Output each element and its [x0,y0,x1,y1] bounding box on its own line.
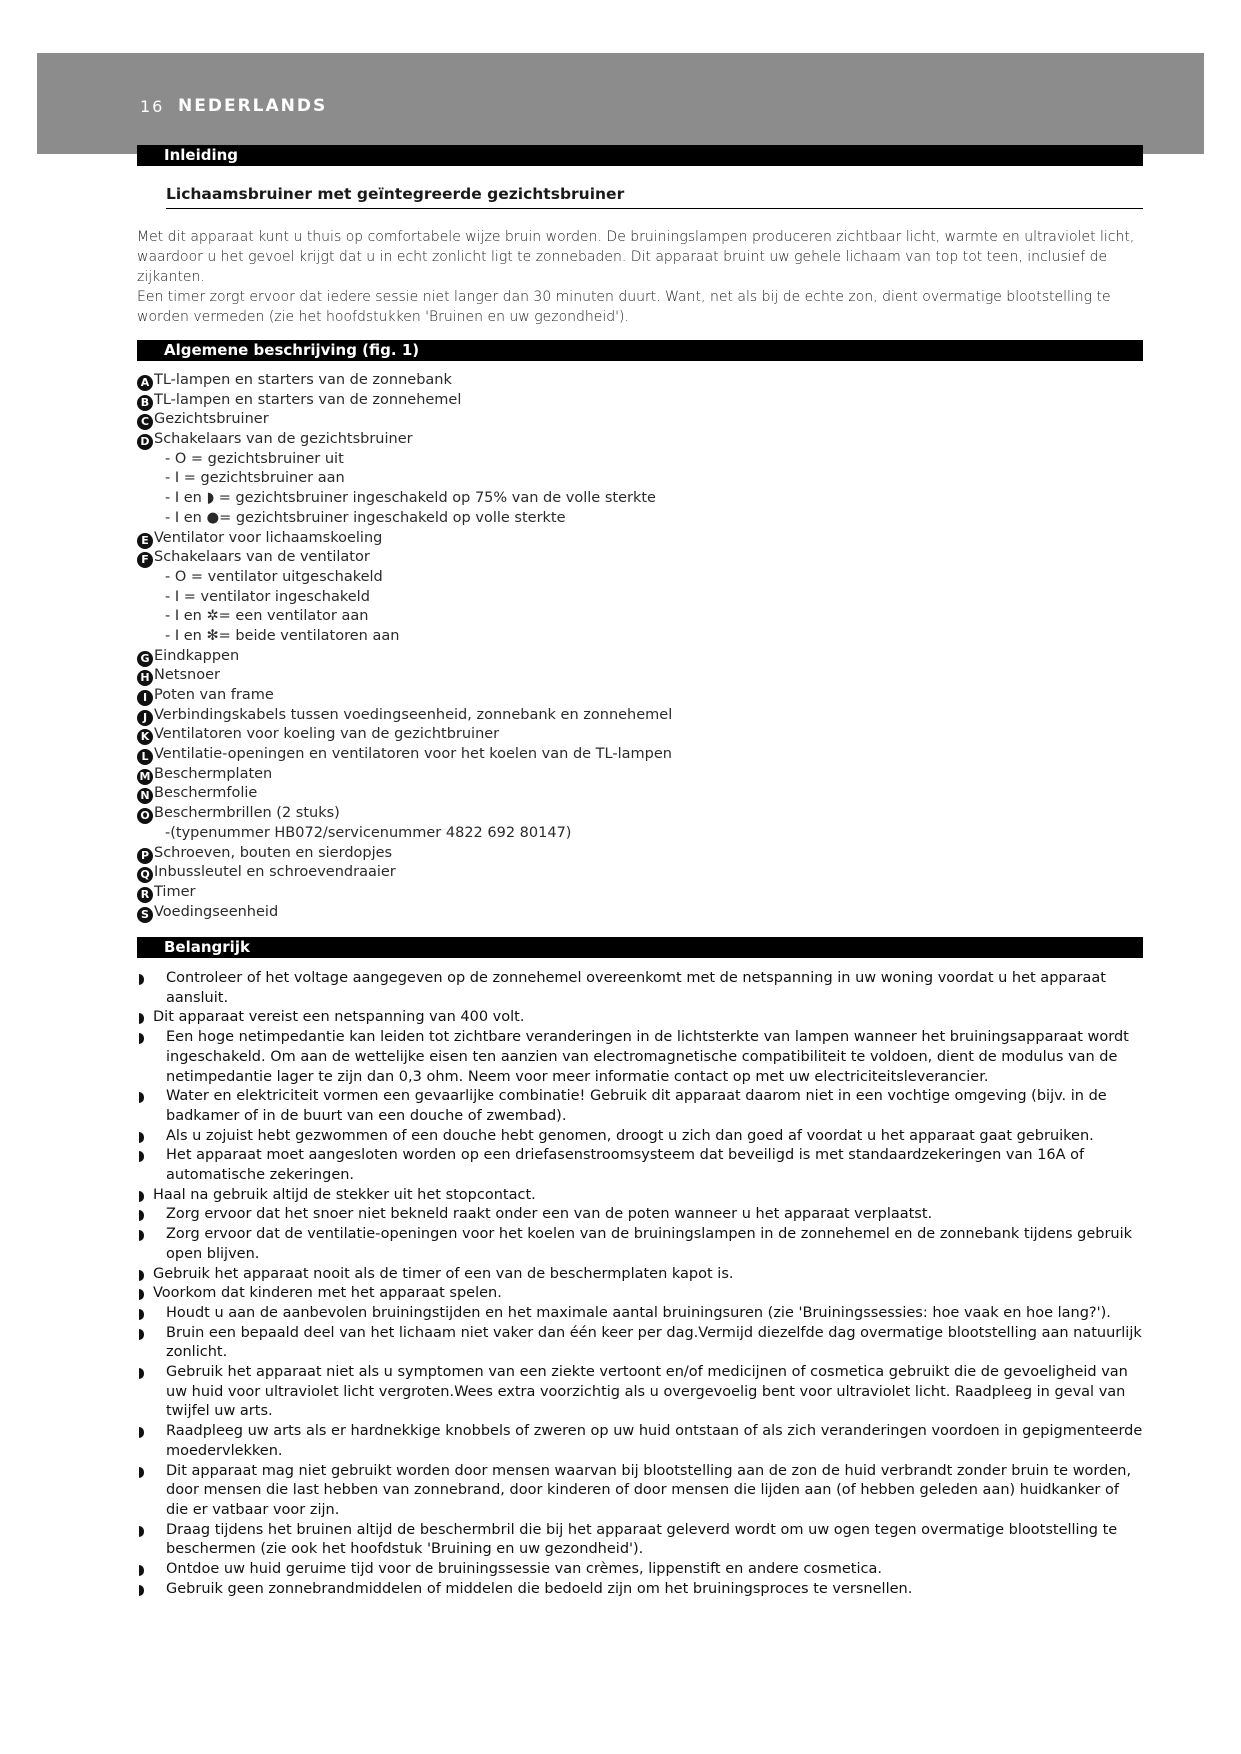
part-letter-badge: S [137,907,153,923]
part-letter-badge: H [137,670,153,686]
part-letter-badge: L [137,749,153,765]
part-label: Ventilatie-openingen en ventilatoren voor het koelen van de TL-lampen [154,746,672,763]
part-item [137,804,1137,824]
warning-item: Bruin een bepaald deel van het lichaam niet vaker dan één keer per dag.Vermijd diezelfde dag overmatige blootstelling aan natuurlijk zonlicht. [137,1324,1143,1363]
part-letter-badge: F [137,552,153,568]
section-heading-intro: Inleiding [137,145,1143,166]
warning-item: Houdt u aan de aanbevolen bruiningstijden en het maximale aantal bruiningsuren (zie 'Bruiningssessies: hoe vaak en hoe lang?'). [137,1304,1143,1324]
intro-text [137,227,1137,327]
part-subitem [137,509,1137,529]
part-subitem [137,489,1137,509]
part-subitem [137,588,1137,608]
part-subitem [137,450,1137,470]
part-letter-badge: D [137,434,153,450]
part-item [137,647,1137,667]
part-letter-badge: J [137,710,153,726]
part-item [137,371,1137,391]
part-letter-badge: N [137,788,153,804]
part-item [137,784,1137,804]
part-label: - O = gezichtsbruiner uit [165,450,344,467]
product-subtitle: Lichaamsbruiner met geïntegreerde gezichtsbruiner [166,185,625,203]
part-label: Eindkappen [154,647,240,664]
warning-item: Voorkom dat kinderen met het apparaat spelen. [137,1284,1143,1304]
part-item [137,686,1137,706]
warning-item: Een hoge netimpedantie kan leiden tot zichtbare veranderingen in de lichtsterkte van lampen wanneer het bruiningsapparaat wordt ingeschakeld. Om aan de wettelijke eisen ten aanzien van electromagnetische compatibiliteit te voldoen, dient de modulus van de netimpedantie lager te zijn dan 0,3 ohm. Neem voor meer informatie contact op met uw electriciteitsleverancier. [137,1028,1143,1087]
warning-item: Haal na gebruik altijd de stekker uit het stopcontact. [137,1186,1143,1206]
part-label: Schakelaars van de gezichtsbruiner [154,431,413,448]
part-label: Beschermfolie [154,785,258,802]
part-label: Verbindingskabels tussen voedingseenheid, zonnebank en zonnehemel [154,706,673,723]
part-label: Ventilator voor lichaamskoeling [154,529,383,546]
warning-item: Dit apparaat mag niet gebruikt worden door mensen waarvan bij blootstelling aan de zon de huid verbrandt zonder bruin te worden, door mensen die last hebben van zonnebrand, door kinderen of door mensen die lijden aan (of hebben geleden aan) huidkanker of die er vatbaar voor zijn. [137,1462,1143,1521]
important-list [137,969,1143,1600]
warning-item: Gebruik het apparaat niet als u symptomen van een ziekte vertoont en/of medicijnen of cosmetica gebruikt die de gevoeligheid van uw huid voor ultraviolet licht vergroten.Wees extra voorzichtig als u overgevoelig bent voor ultraviolet licht. Raadpleeg in geval van twijfel uw arts. [137,1363,1143,1422]
part-label: Voedingseenheid [154,903,279,920]
part-letter-badge: A [137,375,153,391]
part-label: Timer [154,883,196,900]
part-item [137,391,1137,411]
part-item [137,706,1137,726]
part-item [137,548,1137,568]
part-label: Poten van frame [154,687,274,703]
part-label: - I en ●= gezichtsbruiner ingeschakeld op volle sterkte [165,509,566,526]
part-letter-badge: B [137,395,153,411]
part-letter-badge: Q [137,867,153,883]
warning-item: Controleer of het voltage aangegeven op de zonnehemel overeenkomt met de netspanning in uw woning voordat u het apparaat aansluit. [137,969,1143,1008]
intro-paragraph: Met dit apparaat kunt u thuis op comfortabele wijze bruin worden. De bruiningslampen produceren zichtbaar licht, warmte en ultraviolet licht, waardoor u het gevoel krijgt dat u in echt zonlicht ligt te zonnebaden. Dit apparaat bruint uw gehele lichaam van top tot teen, inclusief de zijkanten. [137,229,1135,285]
part-letter-badge: G [137,651,153,667]
warning-item: Zorg ervoor dat de ventilatie-openingen voor het koelen van de bruiningslampen in de zonnehemel en de zonnebank tijdens gebruik open blijven. [137,1225,1143,1264]
part-label: - O = ventilator uitgeschakeld [165,568,383,585]
intro-paragraph: Een timer zorgt ervoor dat iedere sessie niet langer dan 30 minuten duurt. Want, net als bij de echte zon, dient overmatige blootstelling te worden vermeden (zie het hoofdstukken 'Bruinen en uw gezondheid'). [137,289,1111,325]
part-letter-badge: P [137,848,153,864]
part-item [137,745,1137,765]
language-title: NEDERLANDS [178,96,328,116]
warning-item: Raadpleeg uw arts als er hardnekkige knobbels of zweren op uw huid ontstaan of als zich veranderingen voordoen in gepigmenteerde moedervlekken. [137,1422,1143,1461]
part-item [137,725,1137,745]
warning-item: Dit apparaat vereist een netspanning van 400 volt. [137,1008,1143,1028]
part-subitem [137,607,1137,627]
subtitle-rule [166,208,1143,209]
part-label: -(typenummer HB072/servicenummer 4822 692 80147) [165,824,572,841]
part-item [137,666,1137,686]
part-item [137,430,1137,450]
part-letter-badge: K [137,729,153,745]
part-label: TL-lampen en starters van de zonnebank [154,372,452,388]
part-label: Ventilatoren voor koeling van de gezichtbruiner [154,726,500,743]
part-label: - I en ✻= beide ventilatoren aan [165,627,400,644]
part-subitem [137,824,1137,844]
part-item [137,903,1137,923]
part-letter-badge: C [137,414,153,430]
part-item [137,529,1137,549]
warning-item: Gebruik het apparaat nooit als de timer of een van de beschermplaten kapot is. [137,1265,1143,1285]
warning-item: Draag tijdens het bruinen altijd de beschermbril die bij het apparaat geleverd wordt om uw ogen tegen overmatige blootstelling te beschermen (zie ook het hoofdstuk 'Bruining en uw gezondheid'). [137,1521,1143,1560]
part-label: Gezichtsbruiner [154,411,269,428]
part-item [137,863,1137,883]
part-label: - I en ◗ = gezichtsbruiner ingeschakeld op 75% van de volle sterkte [165,490,656,507]
part-label: - I = gezichtsbruiner aan [165,470,345,487]
warning-item: Als u zojuist hebt gezwommen of een douche hebt genomen, droogt u zich dan goed af voordat u het apparaat gaat gebruiken. [137,1127,1143,1147]
part-item [137,410,1137,430]
section-heading-description: Algemene beschrijving (fig. 1) [137,340,1143,361]
part-label: Netsnoer [154,667,220,684]
part-label: - I en ✲= een ventilator aan [165,608,369,625]
part-item [137,883,1137,903]
part-letter-badge: M [137,769,153,785]
part-letter-badge: I [137,690,153,706]
part-subitem [137,469,1137,489]
warning-item: Zorg ervoor dat het snoer niet bekneld raakt onder een van de poten wanneer u het apparaat verplaatst. [137,1205,1143,1225]
part-letter-badge: O [137,808,153,824]
warning-item: Ontdoe uw huid geruime tijd voor de bruiningssessie van crèmes, lippenstift en andere cosmetica. [137,1560,1143,1580]
page-number: 16 [140,97,165,116]
part-label: - I = ventilator ingeschakeld [165,588,370,605]
description-list [137,371,1137,922]
section-heading-important: Belangrijk [137,937,1143,958]
warning-item: Water en elektriciteit vormen een gevaarlijke combinatie! Gebruik dit apparaat daarom niet in een vochtige omgeving (bijv. in de badkamer of in de buurt van een douche of zwembad). [137,1087,1143,1126]
part-label: Inbussleutel en schroevendraaier [154,864,396,881]
part-item [137,844,1137,864]
part-item [137,765,1137,785]
part-label: Beschermplaten [154,765,273,782]
part-label: Beschermbrillen (2 stuks) [154,805,340,822]
part-letter-badge: R [137,887,153,903]
warning-item: Gebruik geen zonnebrandmiddelen of middelen die bedoeld zijn om het bruiningsproces te versnellen. [137,1580,1143,1600]
warning-item: Het apparaat moet aangesloten worden op een driefasenstroomsysteem dat beveiligd is met standaardzekeringen van 16A of automatische zekeringen. [137,1146,1143,1185]
part-label: TL-lampen en starters van de zonnehemel [154,391,462,408]
part-subitem [137,627,1137,647]
part-label: Schakelaars van de ventilator [154,549,370,566]
part-subitem [137,568,1137,588]
part-letter-badge: E [137,533,153,549]
part-label: Schroeven, bouten en sierdopjes [154,844,393,861]
